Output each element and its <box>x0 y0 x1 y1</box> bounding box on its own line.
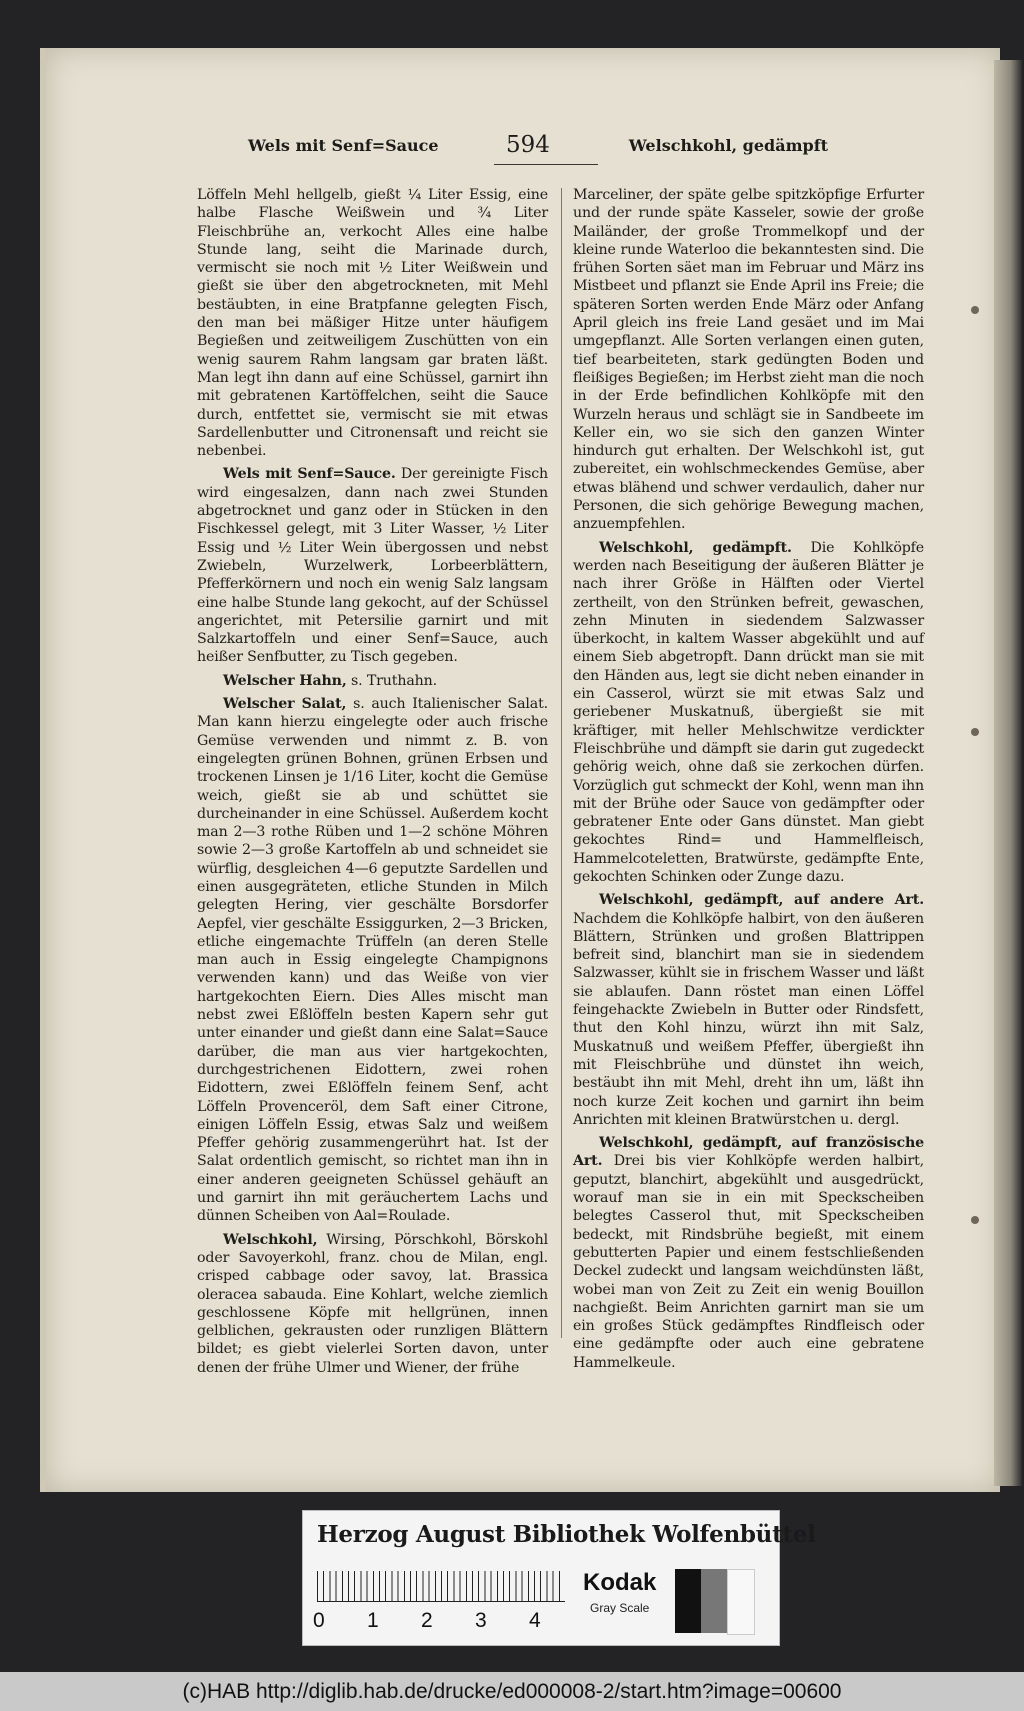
entry-text: Drei bis vier Kohlköpfe werden halbirt, geputzt, blanchirt, abgekühlt und ausgedrückt, worauf man sie in ein mit Speckscheiben belegtes Casserol thut, mit Speckscheiben bedeckt, mit Rindsbrühe begießt, mit einem gebutterten Papier und einem festschließenden Deckel zudeckt und langsam weichdünsten läßt, wobei man von Zeit zu Zeit ein wenig Bouillon nachgießt. Beim Anrichten garnirt man sie um ein großes Stück gedämpftes Rindfleisch oder eine gedämpfte oder auch eine gebratene Hammelkeule. <box>573 1153 924 1371</box>
headword: Welschkohl, gedämpft, auf französische Art. <box>573 1135 924 1170</box>
entry-text: s. auch Italienischer Salat. Man kann hierzu eingelegte oder auch frische Gemüse verwenden und nimmt z. B. von eingelegten grünen Bohnen, grünen Erbsen und trockenen Linsen je 1/16 Liter, kocht die Gemüse weich, gießt sie ab und schüttet sie durcheinander in eine Schüssel. Außerdem kocht man 2—3 rothe Rüben und 1—2 schöne Möhren sowie 2—3 große Kartoffeln ab und schneidet sie würflig, desgleichen 4—6 geputzte Sardellen und einen ausgegräteten, etliche Stunden in Milch gelegten Hering, vier geschälte Borsdorfer Aepfel, vier geschälte Essiggurken, 2—3 Bricken, etliche eingemachte Trüffeln (an deren Stelle man auch in Essig eingelegte Champignons verwenden kann) und das Weiße von vier hartgekochten Eiern. Dies Alles mischt man nebst zwei Eßlöffeln besten Kapern sehr gut unter einander und gießt dann eine Salat=Sauce darüber, die man aus vier hartgekochten, durchgestrichenen Eidottern, zwei rohen Eidottern, zwei Eßlöffeln feinem Senf, acht Löffeln Provenceröl, dem Saft einer Citrone, einigen Löffeln Essig, etwas Salz und weißem Pfeffer gehörig zusammengerührt hat. Ist der Salat ordentlich gemischt, so richtet man ihn in einer anderen geeigneten Schüssel gehäuft an und garnirt ihn mit geräuchertem Lachs und dünnen Scheiben von Aal=Roulade. <box>197 696 549 1225</box>
entry-text: Die Kohlköpfe werden nach Beseitigung der äußeren Blätter je nach ihrer Größe in Hälften oder Viertel zertheilt, von den Strünken befreit, gewaschen, zehn Minuten in siedendem Salzwasser überkocht, in kaltem Wasser abgekühlt und auf einem Sieb abgetropft. Dann drückt man sie mit den Händen aus, legt sie dicht neben einander in ein Casserol, würzt sie mit etwas Salz und geriebener Muskatnuß, übergießt sie mit kräftiger, mit heller Mehlschwitze verdickter Fleischbrühe und dämpft sie darin gut zugedeckt gehörig weich, ohne daß sie zerkochen dürfen. Vorzüglich gut schmeckt der Kohl, wenn man ihn mit der Brühe oder Sauce von gedämpfter oder gebratener Ente oder Gans dünstet. Man giebt gekochtes Rind= und Hammelfleisch, Hammelcoteletten, Bratwürste, gedämpfte Ente, gekochten Schinken oder Zunge dazu. <box>573 539 925 885</box>
entry-welschkohl-gedaempft <box>573 539 924 887</box>
headword: Welscher Salat, <box>223 696 347 713</box>
page-number: 594 <box>506 132 550 158</box>
paragraph: Löffeln Mehl hellgelb, gießt ¼ Liter Essig, eine halbe Flasche Weißwein und ¾ Liter Fleischbrühe an, verkocht Alles eine halbe Stunde lang, seiht die Marinade durch, vermischt sie noch mit ½ Liter Weißwein und gießt sie über den abgetrockneten, mit Mehl bestäubten, in eine Bratpfanne gelegten Fisch, den man bei mäßiger Hitze unter häufigem Begießen und zeitweiligem Zuschütten von ein wenig saurem Rahm langsam gar braten läßt. Man legt ihn dann auf eine Schüssel, garnirt ihn mit gebratenen Kartöffelchen, seiht die Sauce durch, entfettet sie, vermischt sie mit etwas Sardellenbutter und Citronensaft und reicht sie nebenbei. <box>197 187 548 460</box>
running-head <box>248 132 828 166</box>
entry-text: s. Truthahn. <box>346 672 437 689</box>
headword: Wels mit Senf=Sauce. <box>223 466 396 483</box>
ruler-label: 4 <box>529 1609 541 1632</box>
ruler-label: 2 <box>421 1609 433 1632</box>
gray-swatch-black <box>675 1569 701 1633</box>
ruler-label: 1 <box>367 1609 379 1632</box>
entry-welschkohl-andere-art <box>573 891 924 1129</box>
binding-hole <box>971 306 979 314</box>
gray-swatch-white <box>727 1569 755 1635</box>
column-divider <box>561 188 562 1338</box>
binding-hole <box>971 728 979 736</box>
ruler-baseline <box>317 1601 565 1602</box>
running-head-left: Wels mit Senf=Sauce <box>248 136 439 155</box>
entry-welscher-hahn <box>197 672 548 690</box>
page-number-rule <box>494 164 598 165</box>
entry-welschkohl-franzoesisch <box>573 1134 924 1372</box>
headword: Welschkohl, <box>223 1231 318 1248</box>
copyright-footer: (c)HAB http://diglib.hab.de/drucke/ed000008-2/start.htm?image=00600 <box>0 1672 1024 1711</box>
entry-text: Nachdem die Kohlköpfe halbirt, von den äußeren Blättern, Strünken und großen Blattrippen befreit sind, blanchirt man sie in siedendem Salzwasser, kühlt sie in frischem Wasser und läßt sie ablaufen. Dann röstet man einen Löffel feingehackte Zwiebeln in Butter oder Rindsfett, thut den Kohl hinzu, würzt ihn mit Salz, Muskatnuß und weißem Pfeffer, übergießt ihn mit Fleischbrühe und dünstet ihn weich, bestäubt ihn mit Mehl, dreht ihn um, läßt ihn noch kurze Zeit kochen und garnirt ihn beim Anrichten mit kleinen Bratwürstchen u. dergl. <box>573 910 924 1128</box>
right-column <box>573 186 924 1375</box>
entry-welscher-salat <box>197 695 548 1226</box>
headword: Welschkohl, gedämpft, auf andere Art. <box>599 892 924 909</box>
paragraph: Marceliner, der späte gelbe spitzköpfige Erfurter und der runde späte Kasseler, sowie der große Mailänder, der große Trommelkopf und der kleine runde Waterloo die bekanntesten sind. Die frühen Sorten säet man im Februar und März ins Mistbeet und pflanzt sie Ende April ins Freie; die späteren Sorten werden Ende März oder Anfang April gleich ins freie Land gesäet und im Mai umgepflanzt. Alle Sorten verlangen einen guten, tief bearbeiteten, stark gedüngten Boden und fleißiges Begießen; im Herbst zieht man die noch in der Erde befindlichen Kohlköpfe mit den Wurzeln heraus und schlägt sie in Sandbeete im Keller ein, wo sie sich den ganzen Winter hindurch gut erhalten. Der Welschkohl ist, gut zubereitet, ein wohlschmeckendes Gemüse, aber etwas blähend und schwer verdaulich, daher nur Personen, die sich gehörige Bewegung machen, anzuempfehlen. <box>573 187 924 533</box>
entry-text: Wirsing, Pörschkohl, Börskohl oder Savoyerkohl, franz. chou de Milan, engl. crisped cabbage oder savoy, lat. Brassica oleracea sabauda. Eine Kohlart, welche ziemlich geschlossene Köpfe mit hellgrünen, innen gelblichen, gekrausten oder runzligen Blättern bildet; es giebt vielerlei Sorten davon, unter denen der frühe Ulmer und Wiener, der frühe <box>197 1231 548 1376</box>
headword: Welscher Hahn, <box>223 672 347 689</box>
ruler-label: 3 <box>475 1609 487 1632</box>
color-target-card <box>302 1510 816 1646</box>
measurement-ruler <box>317 1571 565 1601</box>
ruler-label: 0 <box>313 1609 325 1632</box>
institution-name: Herzog August Bibliothek Wolfenbüttel <box>317 1521 816 1548</box>
gray-swatch-mid <box>701 1569 727 1633</box>
entry-text: Der gereinigte Fisch wird eingesalzen, dann nach zwei Stunden abgetrocknet und ganz oder in Stücken in den Fischkessel gelegt, mit 3 Liter Wasser, ½ Liter Essig und ½ Liter Wein übergossen und nebst Zwiebeln, Wurzelwerk, Lorbeerblättern, Pfefferkörnern und noch ein wenig Salz langsam eine halbe Stunde lang gekocht, auf der Schüssel angerichtet, mit Petersilie garnirt und mit Salzkartoffeln und einer Senf=Sauce, auch heißer Senfbutter, zu Tisch gegeben. <box>197 466 549 666</box>
page-edge <box>994 60 1022 1486</box>
entry-welschkohl <box>197 1231 548 1377</box>
binding-hole <box>971 1216 979 1224</box>
left-column <box>197 186 548 1380</box>
kodak-logo: Kodak <box>583 1569 657 1596</box>
running-head-right: Welschkohl, gedämpft <box>628 136 828 155</box>
entry-wels-mit-senf-sauce <box>197 465 548 666</box>
headword: Welschkohl, gedämpft. <box>599 539 792 556</box>
gray-scale-label: Gray Scale <box>590 1601 650 1615</box>
